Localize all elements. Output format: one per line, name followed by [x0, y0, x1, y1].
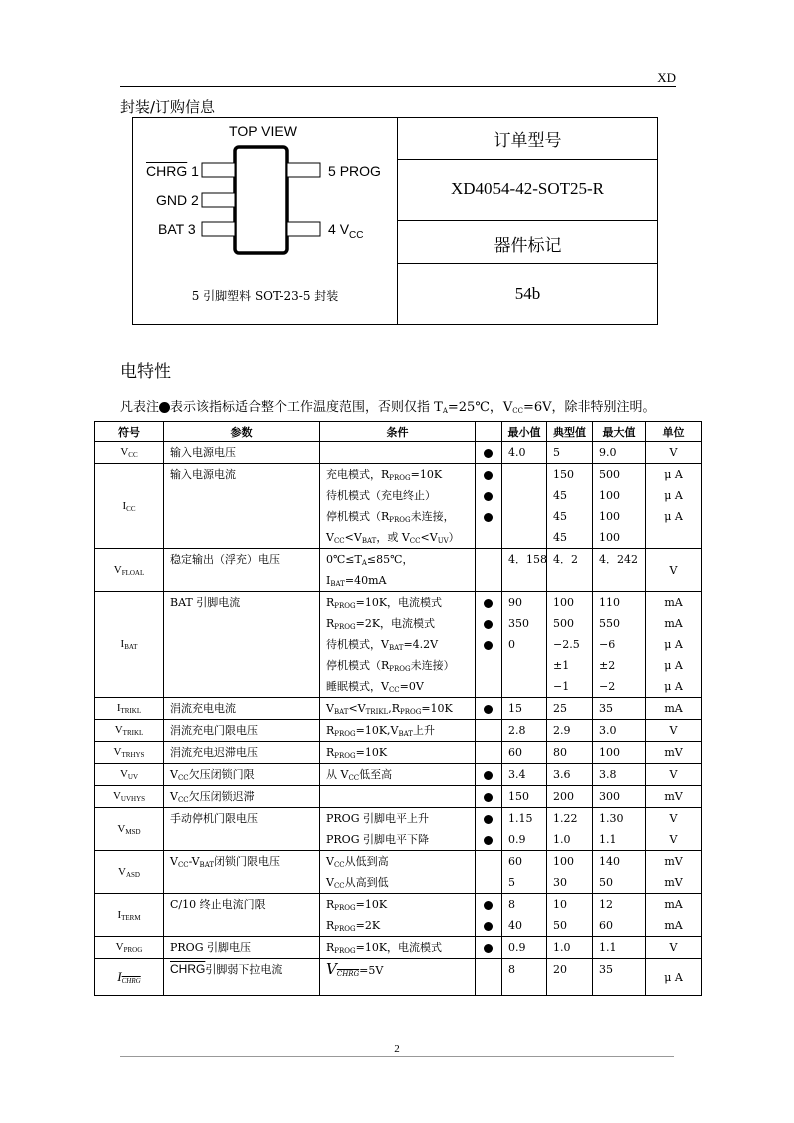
condition-cell: $R_{PROG}=10K$，电流模式: [320, 937, 476, 959]
bullet-dot-icon: [484, 471, 493, 480]
min-cell: 3.4: [502, 764, 547, 786]
bullet-dot-icon: [484, 449, 493, 458]
bullet-dot-icon: [159, 402, 170, 413]
page-number: 2: [394, 1043, 400, 1055]
min-cell: 60: [502, 742, 547, 764]
dot-cell: [476, 786, 502, 808]
unit-cell: mA mA μ A μ A μ A: [646, 592, 702, 698]
typ-cell: 100 500 −2.5 ±1 −1: [547, 592, 593, 698]
pin-5-label: 5 PROG: [328, 163, 381, 179]
pin-3-label: BAT 3: [158, 221, 196, 237]
typ-cell: 5: [547, 442, 593, 464]
section-title-package: 封装/订购信息: [120, 98, 216, 116]
unit-cell: V: [646, 442, 702, 464]
unit-cell: μ A μ A μ A: [646, 464, 702, 549]
dot-cell: [476, 894, 502, 937]
dot-cell: [476, 720, 502, 742]
min-cell: 4．158: [502, 549, 547, 592]
column-header: 最大值: [593, 422, 646, 442]
divider: [397, 159, 658, 160]
max-cell: 3.8: [593, 764, 646, 786]
symbol-cell: $V_{FLOAL}$: [95, 549, 164, 592]
bullet-dot-icon: [484, 836, 493, 845]
parameter-cell: 稳定输出（浮充）电压: [164, 549, 320, 592]
pin-lead-4: [287, 222, 320, 236]
unit-cell: mA: [646, 698, 702, 720]
bullet-dot-icon: [484, 620, 493, 629]
unit-cell: mV: [646, 786, 702, 808]
typ-cell: 10 50: [547, 894, 593, 937]
symbol-cell: $V_{CC}$: [95, 442, 164, 464]
column-header: 符号: [95, 422, 164, 442]
parameter-cell: 涓流充电电流: [164, 698, 320, 720]
table-row: [95, 442, 702, 464]
max-cell: 1.1: [593, 937, 646, 959]
column-header: 单位: [646, 422, 702, 442]
table-row: [95, 720, 702, 742]
table-row: [95, 464, 702, 549]
min-cell: [502, 464, 547, 549]
max-cell: 500 100 100 100: [593, 464, 646, 549]
dot-cell: [476, 742, 502, 764]
max-cell: 110 550 −6 ±2 −2: [593, 592, 646, 698]
symbol-cell: $I_{CHRG}$: [95, 959, 164, 996]
unit-cell: μ A: [646, 959, 702, 996]
unit-cell: V: [646, 764, 702, 786]
table-row: [95, 592, 702, 698]
unit-cell: V V: [646, 808, 702, 851]
typ-cell: 20: [547, 959, 593, 996]
bullet-dot-icon: [484, 599, 493, 608]
dot-cell: [476, 959, 502, 996]
symbol-cell: $I_{TERM}$: [95, 894, 164, 937]
max-cell: 35: [593, 959, 646, 996]
pin-4-label: 4 $V_{CC}$: [328, 221, 364, 241]
parameter-cell: C/10 终止电流门限: [164, 894, 320, 937]
min-cell: 2.8: [502, 720, 547, 742]
parameter-cell: $V_{CC}-V_{BAT}$闭锁门限电压: [164, 851, 320, 894]
condition-cell: $R_{PROG}=10K,V_{BAT}$上升: [320, 720, 476, 742]
dot-cell: [476, 698, 502, 720]
typ-cell: 200: [547, 786, 593, 808]
bullet-dot-icon: [484, 492, 493, 501]
min-cell: 0.9: [502, 937, 547, 959]
min-cell: 60 5: [502, 851, 547, 894]
typ-cell: 25: [547, 698, 593, 720]
bullet-dot-icon: [484, 815, 493, 824]
typ-cell: 3.6: [547, 764, 593, 786]
column-header: 典型值: [547, 422, 593, 442]
column-header: 最小值: [502, 422, 547, 442]
max-cell: 35: [593, 698, 646, 720]
condition-cell: $R_{PROG}=10K$ $R_{PROG}=2K$: [320, 894, 476, 937]
pin-1-label: CHRG 1: [146, 163, 199, 179]
parameter-cell: $V_{CC}$欠压闭锁门限: [164, 764, 320, 786]
order-model-label: 订单型号: [493, 131, 562, 151]
divider: [397, 263, 658, 264]
min-cell: 15: [502, 698, 547, 720]
symbol-cell: $I_{BAT}$: [95, 592, 164, 698]
dot-cell: [476, 549, 502, 592]
unit-cell: V: [646, 549, 702, 592]
column-header: 参数: [164, 422, 320, 442]
typ-cell: 1.22 1.0: [547, 808, 593, 851]
typ-cell: 150 45 45 45: [547, 464, 593, 549]
dot-cell: [476, 851, 502, 894]
symbol-cell: $V_{PROG}$: [95, 937, 164, 959]
typ-cell: 100 30: [547, 851, 593, 894]
condition-cell: $V_{CC}$从低到高 $V_{CC}$从高到低: [320, 851, 476, 894]
dot-cell: [476, 442, 502, 464]
symbol-cell: $V_{UV}$: [95, 764, 164, 786]
symbol-cell: $V_{ASD}$: [95, 851, 164, 894]
max-cell: 12 60: [593, 894, 646, 937]
table-row: [95, 786, 702, 808]
table-row: [95, 742, 702, 764]
parameter-cell: PROG 引脚电压: [164, 937, 320, 959]
max-cell: 4．242: [593, 549, 646, 592]
conditions-note: 凡表注 表示该指标适合整个工作温度范围，否则仅指 $T_A=25℃$，$V_{CC}=6V$，除非特别注明。: [120, 400, 656, 415]
min-cell: 150: [502, 786, 547, 808]
condition-cell: $R_{PROG}=10K$: [320, 742, 476, 764]
pin-lead-5: [287, 163, 320, 177]
table-row: [95, 959, 702, 996]
table-row: [95, 808, 702, 851]
max-cell: 300: [593, 786, 646, 808]
typ-cell: 80: [547, 742, 593, 764]
package-caption: 5 引脚塑料 SOT-23-5 封装: [191, 289, 339, 303]
unit-cell: mV mV: [646, 851, 702, 894]
parameter-cell: CHRG引脚弱下拉电流: [164, 959, 320, 996]
condition-cell: $R_{PROG}=10K$，电流模式 $R_{PROG}=2K$，电流模式 待机模式，$V_{BAT}=4.2V$ 停机模式（$R_{PROG}$未连接） 睡眠模式，$V_{CC}=0V$: [320, 592, 476, 698]
symbol-cell: $I_{CC}$: [95, 464, 164, 549]
typ-cell: 2.9: [547, 720, 593, 742]
typ-cell: 1.0: [547, 937, 593, 959]
dot-cell: [476, 937, 502, 959]
device-marking-value: 54b: [514, 284, 541, 303]
symbol-cell: $V_{UVHYS}$: [95, 786, 164, 808]
device-marking-label: 器件标记: [493, 236, 562, 256]
max-cell: 9.0: [593, 442, 646, 464]
dot-cell: [476, 764, 502, 786]
pin-2-label: GND 2: [156, 192, 199, 208]
table-row: [95, 937, 702, 959]
dot-cell: [476, 464, 502, 549]
min-cell: 8: [502, 959, 547, 996]
dot-cell: [476, 808, 502, 851]
condition-cell: $V_{CHRG}=5V$: [320, 959, 476, 996]
order-model-value: XD4054-42-SOT25-R: [451, 179, 604, 198]
min-cell: 1.15 0.9: [502, 808, 547, 851]
pin-lead-2: [202, 193, 235, 207]
column-header: 条件: [320, 422, 476, 442]
typ-cell: 4．2: [547, 549, 593, 592]
bullet-dot-icon: [484, 705, 493, 714]
footer-rule: [120, 1056, 674, 1057]
unit-cell: mV: [646, 742, 702, 764]
table-row: [95, 549, 702, 592]
parameter-cell: 输入电源电流: [164, 464, 320, 549]
min-cell: 8 40: [502, 894, 547, 937]
condition-cell: [320, 786, 476, 808]
condition-cell: 从 $V_{CC}$低至高: [320, 764, 476, 786]
bullet-dot-icon: [484, 771, 493, 780]
min-cell: 90 350 0: [502, 592, 547, 698]
max-cell: 140 50: [593, 851, 646, 894]
dot-cell: [476, 592, 502, 698]
table-row: [95, 764, 702, 786]
condition-cell: $0℃\le T_A\le 85℃$， $I_{BAT}=40mA$: [320, 549, 476, 592]
section-title-electrical: 电特性: [120, 362, 171, 382]
column-header: [476, 422, 502, 442]
ic-body: [235, 147, 287, 253]
bullet-dot-icon: [484, 944, 493, 953]
parameter-cell: BAT 引脚电流: [164, 592, 320, 698]
unit-cell: V: [646, 937, 702, 959]
pin-lead-3: [202, 222, 235, 236]
condition-cell: $V_{BAT}<V_{TRIKL},R_{PROG}=10K$: [320, 698, 476, 720]
min-cell: 4.0: [502, 442, 547, 464]
parameter-cell: 输入电源电压: [164, 442, 320, 464]
symbol-cell: $V_{TRHYS}$: [95, 742, 164, 764]
table-header-row: [95, 422, 702, 442]
unit-cell: mA mA: [646, 894, 702, 937]
max-cell: 3.0: [593, 720, 646, 742]
table-row: [95, 698, 702, 720]
unit-cell: V: [646, 720, 702, 742]
symbol-cell: $I_{TRIKL}$: [95, 698, 164, 720]
condition-cell: PROG 引脚电平上升 PROG 引脚电平下降: [320, 808, 476, 851]
electrical-characteristics-table: [94, 421, 702, 996]
bullet-dot-icon: [484, 793, 493, 802]
pin-lead-1: [202, 163, 235, 177]
table-row: [95, 851, 702, 894]
bullet-dot-icon: [484, 901, 493, 910]
header-rule: [120, 86, 676, 87]
bullet-dot-icon: [484, 513, 493, 522]
bullet-dot-icon: [484, 641, 493, 650]
max-cell: 1.30 1.1: [593, 808, 646, 851]
condition-cell: 充电模式，$R_{PROG}=10K$ 待机模式（充电终止） 停机模式（$R_{PROG}$未连接， $V_{CC}<V_{BAT}$，或 $V_{CC}<V_{UV}$）: [320, 464, 476, 549]
parameter-cell: 涓流充电门限电压: [164, 720, 320, 742]
parameter-cell: $V_{CC}$欠压闭锁迟滞: [164, 786, 320, 808]
condition-cell: [320, 442, 476, 464]
table-row: [95, 894, 702, 937]
parameter-cell: 手动停机门限电压: [164, 808, 320, 851]
max-cell: 100: [593, 742, 646, 764]
header-brand: XD: [657, 70, 676, 85]
symbol-cell: $V_{TRIKL}$: [95, 720, 164, 742]
bullet-dot-icon: [484, 922, 493, 931]
parameter-cell: 涓流充电迟滞电压: [164, 742, 320, 764]
top-view-label: TOP VIEW: [229, 123, 297, 139]
divider: [397, 220, 658, 221]
symbol-cell: $V_{MSD}$: [95, 808, 164, 851]
